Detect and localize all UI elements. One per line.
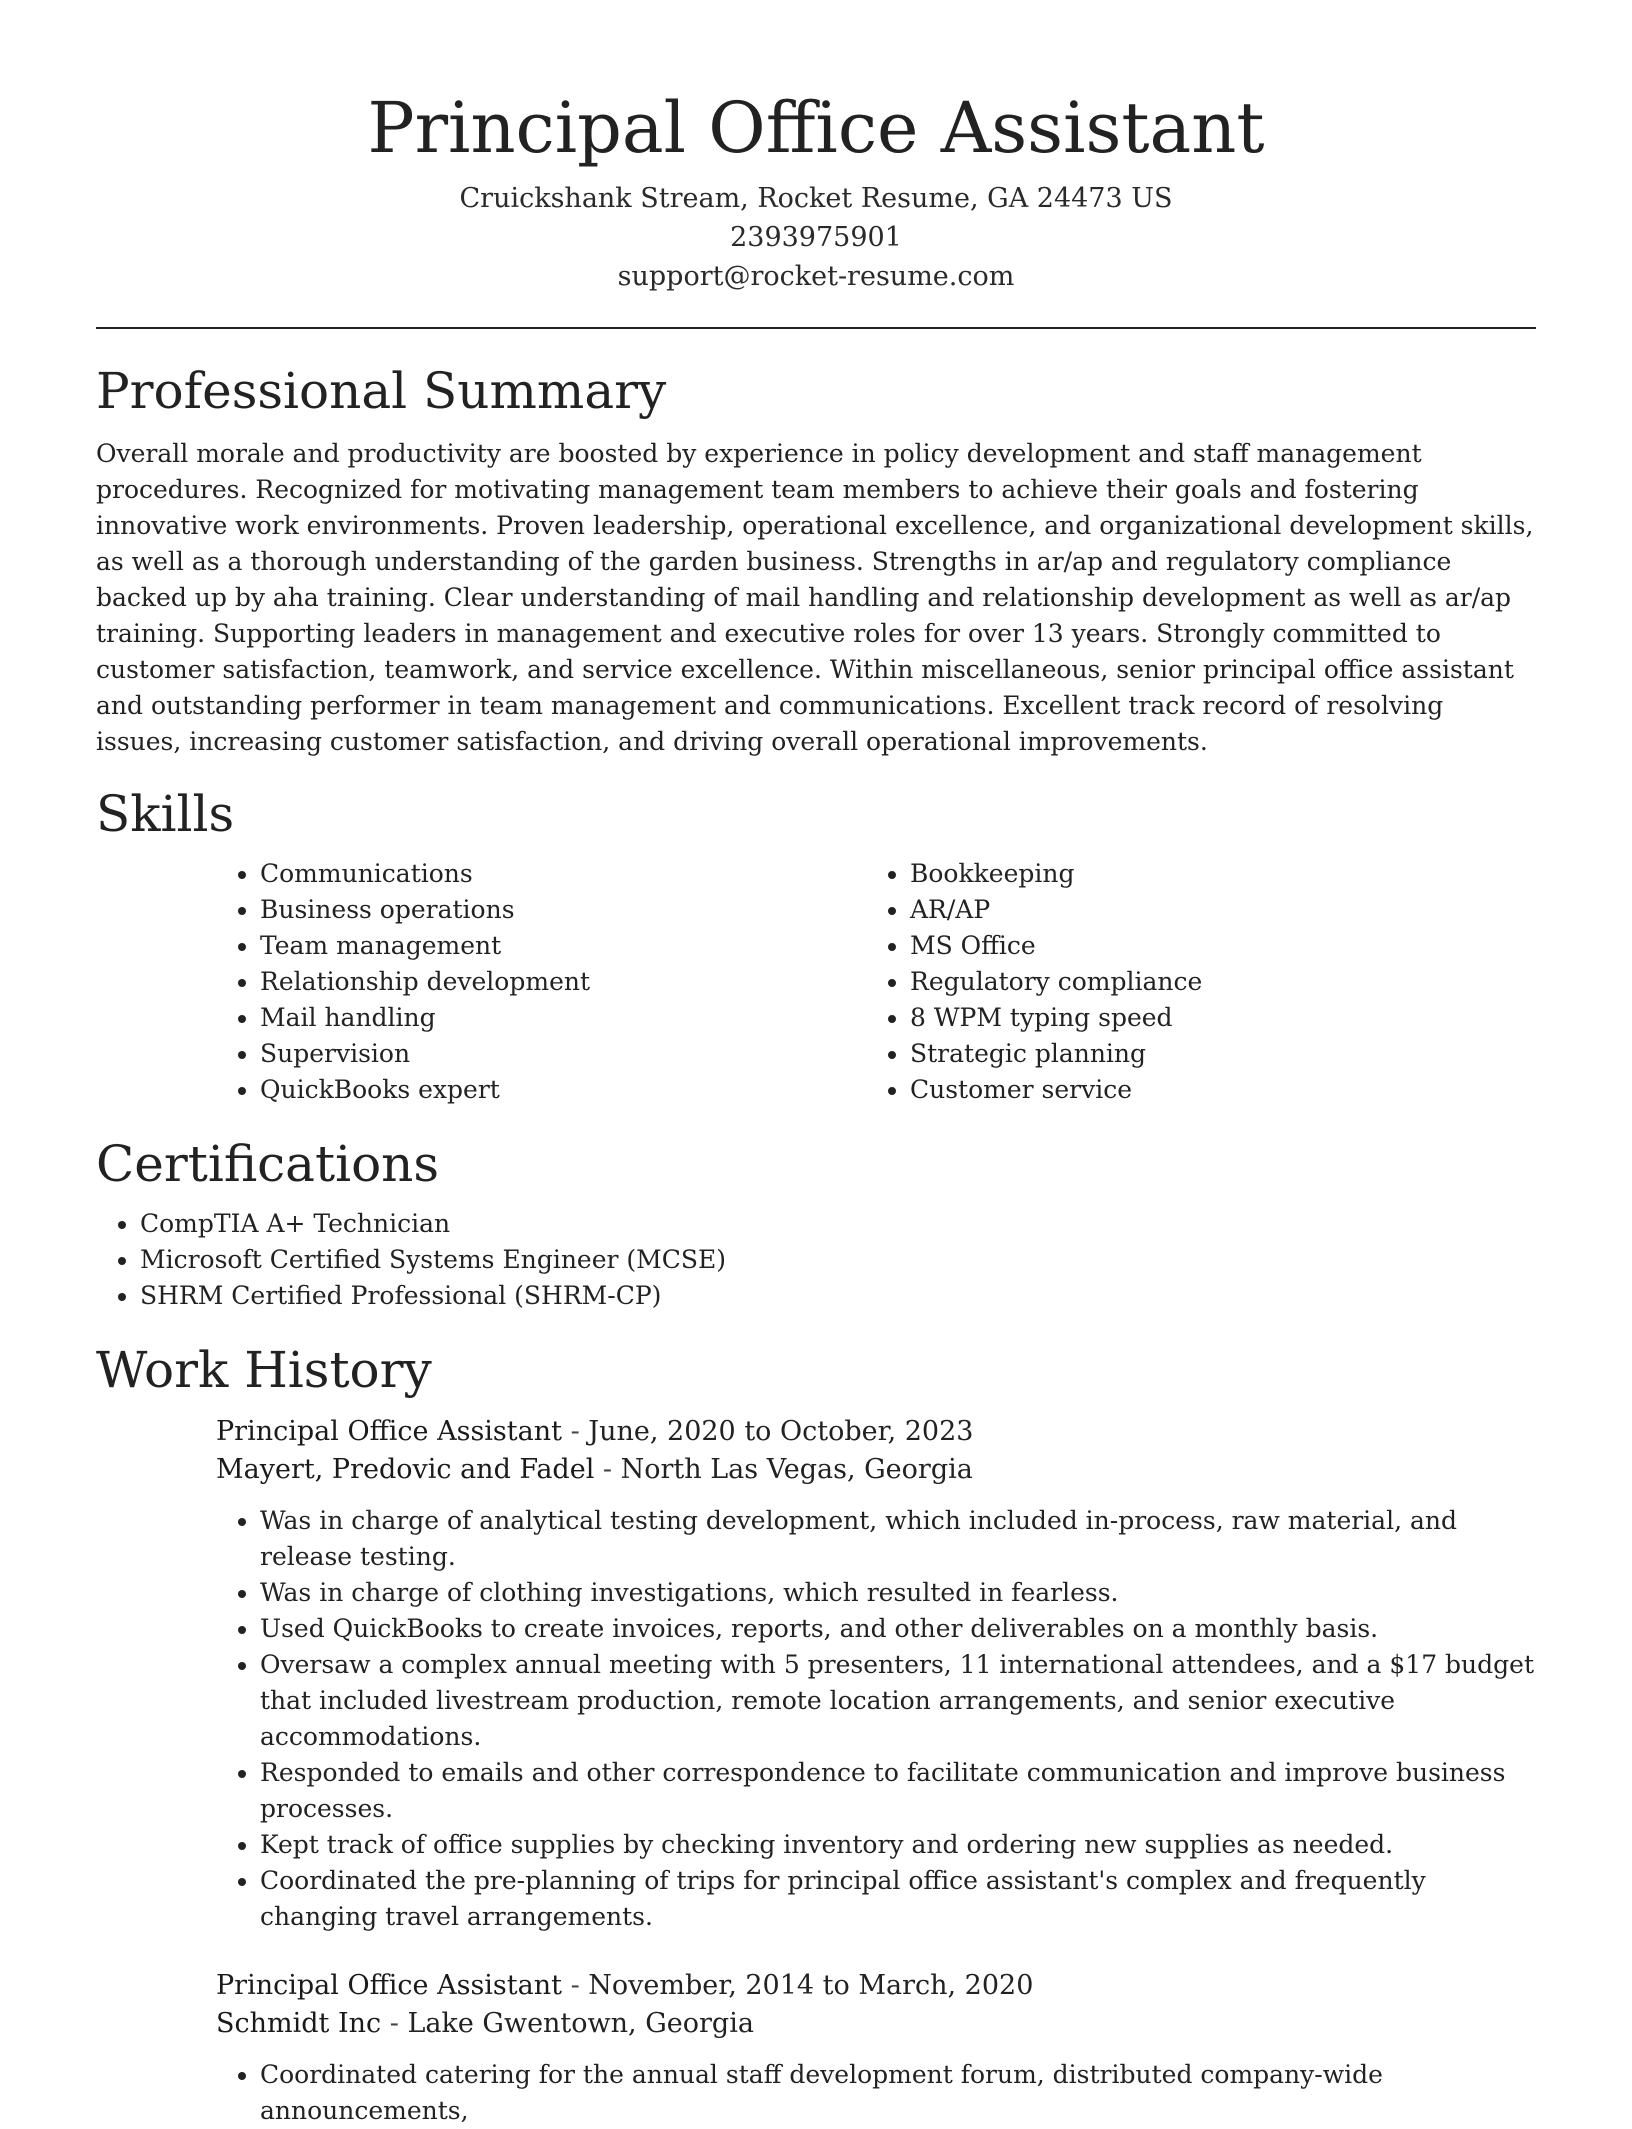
job-dates: November, 2014 to March, 2020: [588, 1970, 1034, 2001]
job-heading: [216, 1967, 1536, 2005]
skills-columns: [216, 856, 1536, 1108]
work-history-title: Work History: [96, 1341, 432, 1399]
job-location: Lake Gwentown, Georgia: [407, 2008, 754, 2039]
list-item: • Business operations: [260, 892, 866, 928]
job-entry: [216, 1413, 1536, 1935]
list-item: • Regulatory compliance: [910, 964, 1516, 1000]
job-duties-list: [216, 1503, 1536, 1935]
list-item: • CompTIA A+ Technician: [140, 1206, 1536, 1242]
list-item: • MS Office: [910, 928, 1516, 964]
list-item: • Bookkeeping: [910, 856, 1516, 892]
address: Cruickshank Stream, Rocket Resume, GA 24473 US: [459, 183, 1173, 214]
job-heading: [216, 1413, 1536, 1451]
resume-page: [96, 0, 1536, 2129]
list-item: • Coordinated catering for the annual staff development forum, distributed company-wide announcements,: [260, 2057, 1536, 2129]
skills-column-right: [866, 856, 1516, 1108]
separator: -: [594, 1454, 621, 1485]
list-item: • Was in charge of analytical testing development, which included in-process, raw material, and release testing.: [260, 1503, 1536, 1575]
email: support@rocket-resume.com: [617, 261, 1015, 292]
list-item: • Team management: [260, 928, 866, 964]
list-item: • Mail handling: [260, 1000, 866, 1036]
work-history-section: [96, 1339, 1536, 2129]
list-item: • AR/AP: [910, 892, 1516, 928]
resume-header: [96, 0, 1536, 296]
list-item: • Strategic planning: [910, 1036, 1516, 1072]
candidate-name: Principal Office Assistant: [367, 87, 1265, 169]
list-item: • SHRM Certified Professional (SHRM-CP): [140, 1278, 1536, 1314]
summary-text: Overall morale and productivity are boosted by experience in policy development and staff management procedures. Recognized for motivating management team members to achieve their goals and fostering innovative work environments. Proven leadership, operational excellence, and organizational development skills, as well as a thorough understanding of the garden business. Strengths in ar/ap and regulatory compliance backed up by aha training. Clear understanding of mail handling and relationship development as well as ar/ap training. Supporting leaders in management and executive roles for over 13 years. Strongly committed to customer satisfaction, teamwork, and service excellence. Within miscellaneous, senior principal office assistant and outstanding performer in team management and communications. Excellent track record of resolving issues, increasing customer satisfaction, and driving overall operational improvements.: [96, 439, 1534, 756]
job-dates: June, 2020 to October, 2023: [588, 1416, 974, 1447]
list-item: • Relationship development: [260, 964, 866, 1000]
list-item: • Communications: [260, 856, 866, 892]
list-item: • Supervision: [260, 1036, 866, 1072]
list-item: • QuickBooks expert: [260, 1072, 866, 1108]
list-item: • Was in charge of clothing investigations, which resulted in fearless.: [260, 1575, 1536, 1611]
summary-title: Professional Summary: [96, 362, 667, 420]
phone: 2393975901: [730, 222, 902, 253]
job-title: Principal Office Assistant: [216, 1416, 562, 1447]
skills-title: Skills: [96, 785, 235, 843]
company-name: Mayert, Predovic and Fadel: [216, 1454, 595, 1485]
skills-section: [96, 783, 1536, 1108]
job-location: North Las Vegas, Georgia: [620, 1454, 973, 1485]
job-company-line: [216, 2005, 1536, 2043]
skills-list-right: [866, 856, 1516, 1108]
certifications-list: [96, 1206, 1536, 1314]
list-item: • Oversaw a complex annual meeting with 5 presenters, 11 international attendees, and a $17 budget that included livestream production, remote location arrangements, and senior executive accommodations.: [260, 1647, 1536, 1755]
skills-column-left: [216, 856, 866, 1108]
company-name: Schmidt Inc: [216, 2008, 382, 2039]
separator: -: [561, 1970, 589, 2001]
skills-list-left: [216, 856, 866, 1108]
list-item: • Coordinated the pre-planning of trips for principal office assistant's complex and frequently changing travel arrangements.: [260, 1863, 1536, 1935]
job-title: Principal Office Assistant: [216, 1970, 562, 2001]
separator: -: [381, 2008, 408, 2039]
summary-section: [96, 360, 1536, 760]
list-item: • 8 WPM typing speed: [910, 1000, 1516, 1036]
certifications-section: [96, 1133, 1536, 1314]
job-entry: [216, 1967, 1536, 2129]
header-divider: [96, 327, 1536, 329]
job-company-line: [216, 1451, 1536, 1489]
list-item: • Microsoft Certified Systems Engineer (MCSE): [140, 1242, 1536, 1278]
list-item: • Kept track of office supplies by checking inventory and ordering new supplies as needed.: [260, 1827, 1536, 1863]
separator: -: [561, 1416, 589, 1447]
certifications-title: Certifications: [96, 1135, 440, 1193]
job-duties-list: [216, 2057, 1536, 2129]
list-item: • Responded to emails and other correspondence to facilitate communication and improve business processes.: [260, 1755, 1536, 1827]
list-item: • Used QuickBooks to create invoices, reports, and other deliverables on a monthly basis.: [260, 1611, 1536, 1647]
list-item: • Customer service: [910, 1072, 1516, 1108]
